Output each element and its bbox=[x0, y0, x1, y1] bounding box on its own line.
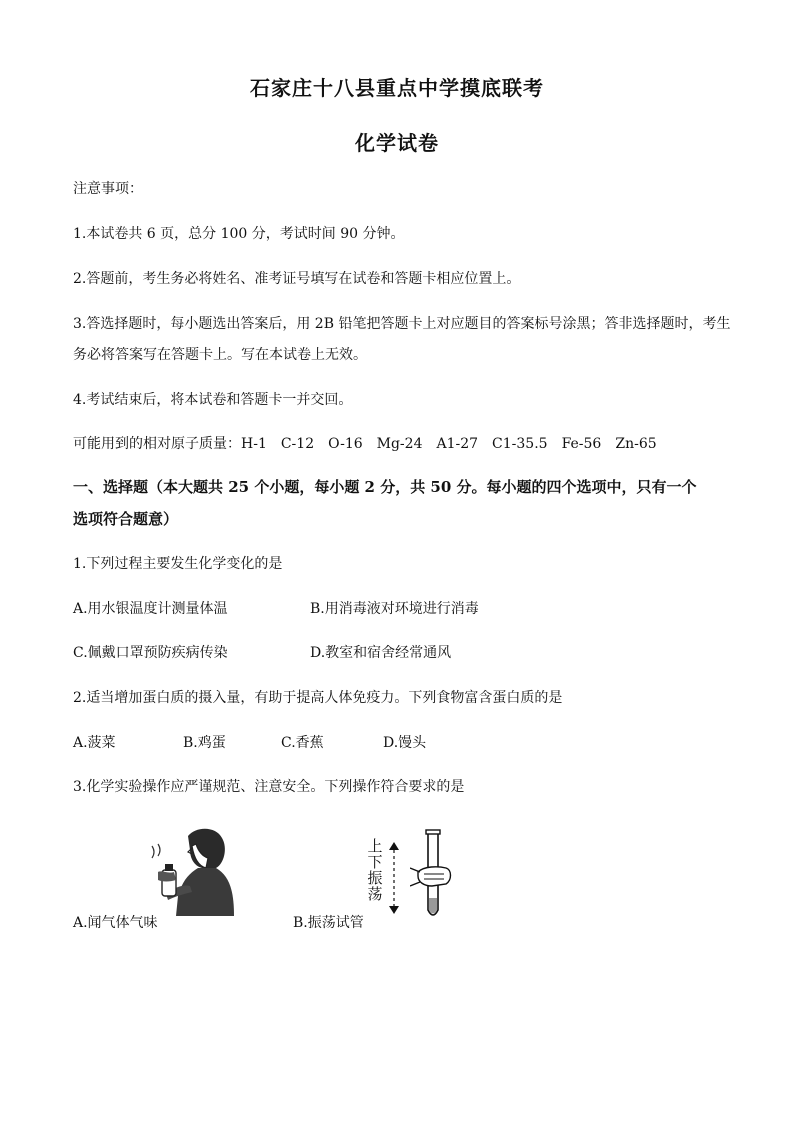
q1-option-b: B.用消毒液对环境进行消毒 bbox=[310, 601, 479, 617]
q1-option-c: C.佩戴口罩预防疾病传染 bbox=[73, 645, 228, 661]
q2-option-a: A.菠菜 bbox=[73, 735, 116, 751]
section-heading-cont: 选项符合题意） bbox=[73, 510, 179, 528]
page-title: 石家庄十八县重点中学摸底联考 bbox=[250, 76, 544, 100]
q3-option-b: B.振荡试管 bbox=[293, 915, 364, 931]
shake-caption-char-1: 上 bbox=[367, 837, 383, 855]
note-3-cont: 务必将答案写在答题卡上。写在本试卷上无效。 bbox=[73, 347, 367, 363]
note-2: 2.答题前，考生务必将姓名、准考证号填写在试卷和答题卡相应位置上。 bbox=[73, 271, 521, 287]
q2-option-b: B.鸡蛋 bbox=[183, 735, 226, 751]
q3-option-a: A.闻气体气味 bbox=[73, 915, 158, 931]
note-1: 1.本试卷共 6 页，总分 100 分，考试时间 90 分钟。 bbox=[73, 226, 405, 242]
page-subtitle: 化学试卷 bbox=[355, 131, 439, 155]
question-3-stem: 3.化学实验操作应严谨规范、注意安全。下列操作符合要求的是 bbox=[73, 779, 465, 795]
note-4: 4.考试结束后，将本试卷和答题卡一并交回。 bbox=[73, 392, 353, 408]
q1-option-d: D.教室和宿舍经常通风 bbox=[310, 645, 452, 661]
question-1-stem: 1.下列过程主要发生化学变化的是 bbox=[73, 556, 283, 572]
shake-caption-char-4: 荡 bbox=[367, 885, 383, 903]
q2-option-c: C.香蕉 bbox=[281, 735, 324, 751]
shake-caption-char-3: 振 bbox=[367, 869, 383, 887]
test-tube-hand-illustration bbox=[410, 828, 458, 924]
q2-option-d: D.馒头 bbox=[383, 735, 427, 751]
section-heading: 一、选择题（本大题共 25 个小题，每小题 2 分，共 50 分。每小题的四个选项中，只有一个 bbox=[73, 478, 697, 496]
shake-caption bbox=[366, 838, 384, 902]
up-down-arrow-icon bbox=[387, 840, 401, 916]
smelling-gas-illustration bbox=[148, 822, 236, 918]
q1-option-a: A.用水银温度计测量体温 bbox=[73, 601, 228, 617]
question-2-stem: 2.适当增加蛋白质的摄入量，有助于提高人体免疫力。下列食物富含蛋白质的是 bbox=[73, 690, 563, 706]
shake-caption-char-2: 下 bbox=[367, 853, 383, 871]
notes-heading: 注意事项： bbox=[73, 181, 143, 197]
note-3: 3.答选择题时，每小题选出答案后，用 2B 铅笔把答题卡上对应题目的答案标号涂黑；答非选择题时，考生 bbox=[73, 316, 731, 332]
atomic-masses: 可能用到的相对原子质量：H-1 C-12 O-16 Mg-24 A1-27 C1-35.5 Fe-56 Zn-65 bbox=[73, 436, 657, 452]
